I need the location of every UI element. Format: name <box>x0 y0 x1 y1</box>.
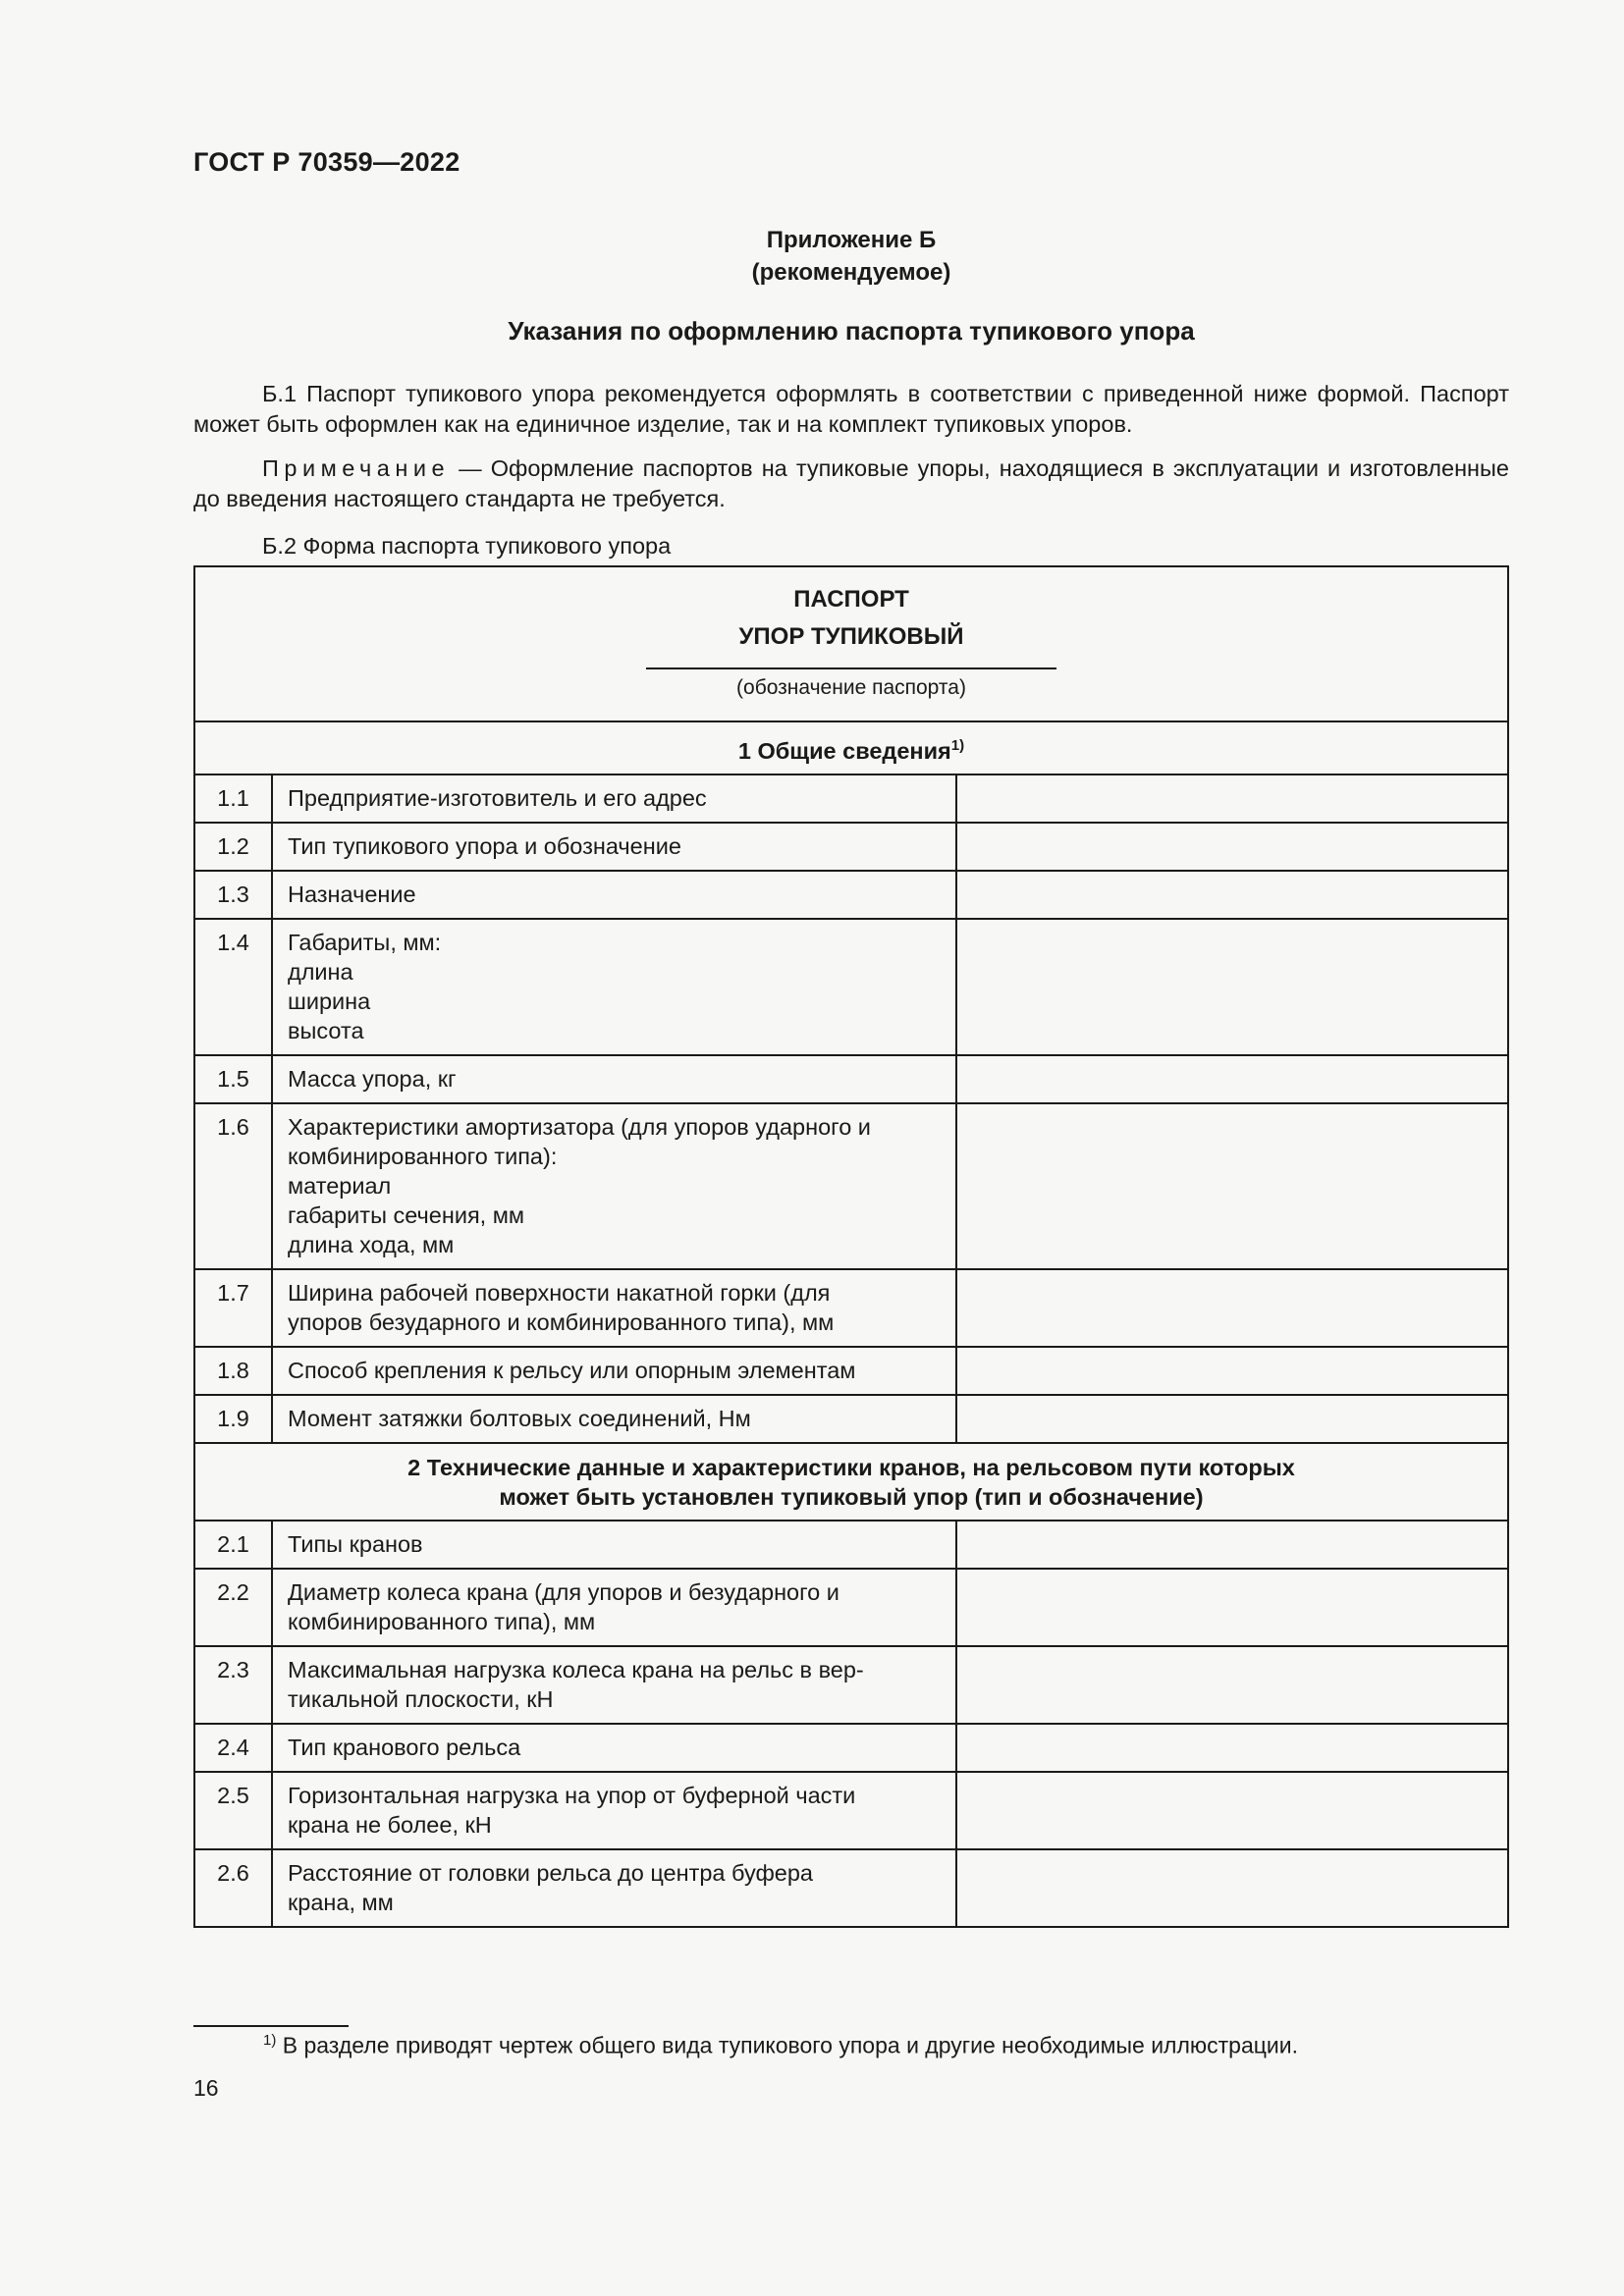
row-label-line: длина <box>288 958 353 985</box>
note-paragraph <box>193 454 1509 514</box>
row-label-line: Расстояние от головки рельса до центра буфера <box>288 1859 814 1886</box>
row-value-field[interactable] <box>956 919 1508 1055</box>
row-label-line: длина хода, мм <box>288 1231 455 1257</box>
row-label <box>272 1103 956 1269</box>
section1-title: 1 Общие сведения <box>737 737 951 764</box>
row-value-field[interactable] <box>956 1103 1508 1269</box>
row-label-line: высота <box>288 1017 364 1043</box>
form-row <box>194 823 1508 871</box>
row-label-line: Масса упора, кг <box>288 1065 457 1092</box>
row-label <box>272 1521 956 1569</box>
section2-header-cell <box>194 1443 1508 1521</box>
form-header-row <box>194 566 1508 721</box>
form-row <box>194 1569 1508 1646</box>
row-number: 1.8 <box>194 1347 272 1395</box>
appendix-heading <box>193 224 1509 289</box>
row-label-line: комбинированного типа): <box>288 1143 558 1169</box>
row-label <box>272 1269 956 1347</box>
row-label-line: Габариты, мм: <box>288 929 442 955</box>
section1-footnote-mark: 1) <box>950 737 965 754</box>
row-label <box>272 1347 956 1395</box>
row-value-field[interactable] <box>956 1646 1508 1724</box>
row-label-line: Тип кранового рельса <box>288 1734 521 1760</box>
passport-form-table <box>193 565 1509 1928</box>
row-number: 1.4 <box>194 919 272 1055</box>
row-label-line: Характеристики амортизатора (для упоров ударного и <box>288 1113 871 1140</box>
row-number: 1.7 <box>194 1269 272 1347</box>
form-row <box>194 774 1508 823</box>
row-label-line: крана не более, кН <box>288 1811 492 1838</box>
row-number: 1.1 <box>194 774 272 823</box>
row-label-line: Максимальная нагрузка колеса крана на рельс в вер- <box>288 1656 864 1682</box>
row-value-field[interactable] <box>956 1724 1508 1772</box>
section2-title-line1: 2 Технические данные и характеристики кранов, на рельсовом пути которых <box>407 1454 1295 1480</box>
row-label-line: габариты сечения, мм <box>288 1201 525 1228</box>
row-label <box>272 919 956 1055</box>
row-label <box>272 1395 956 1443</box>
form-row <box>194 1724 1508 1772</box>
row-value-field[interactable] <box>956 1269 1508 1347</box>
footnote-text: В разделе приводят чертеж общего вида тупикового упора и другие необходимые иллюстрации. <box>276 2032 1299 2058</box>
row-label <box>272 1724 956 1772</box>
row-label-line: Типы кранов <box>288 1530 423 1557</box>
row-value-field[interactable] <box>956 1569 1508 1646</box>
row-value-field[interactable] <box>956 1395 1508 1443</box>
row-number: 2.5 <box>194 1772 272 1849</box>
form-title: ПАСПОРТ <box>793 586 909 613</box>
row-value-field[interactable] <box>956 1849 1508 1927</box>
row-label-line: материал <box>288 1172 392 1199</box>
row-number: 2.2 <box>194 1569 272 1646</box>
row-label <box>272 871 956 919</box>
row-label <box>272 1646 956 1724</box>
form-row <box>194 1395 1508 1443</box>
designation-underline <box>646 667 1056 669</box>
paragraph-b2 <box>193 531 1509 561</box>
row-label <box>272 1772 956 1849</box>
form-row <box>194 1269 1508 1347</box>
section-title: Указания по оформлению паспорта тупикового упора <box>508 316 1195 346</box>
row-label-line: Горизонтальная нагрузка на упор от буферной части <box>288 1782 856 1808</box>
form-row <box>194 1646 1508 1724</box>
footnote-mark: 1) <box>263 2032 277 2049</box>
form-row <box>194 871 1508 919</box>
row-label-line: Способ крепления к рельсу или опорным элементам <box>288 1357 856 1383</box>
note-label: Примечание <box>262 455 451 481</box>
row-number: 1.5 <box>194 1055 272 1103</box>
form-row <box>194 1103 1508 1269</box>
row-number: 2.6 <box>194 1849 272 1927</box>
row-label-line: комбинированного типа), мм <box>288 1608 596 1634</box>
paragraph-b1 <box>193 379 1509 440</box>
row-label <box>272 823 956 871</box>
row-value-field[interactable] <box>956 1772 1508 1849</box>
row-value-field[interactable] <box>956 1347 1508 1395</box>
form-header-cell <box>194 566 1508 721</box>
form-row <box>194 1772 1508 1849</box>
row-label-line: Диаметр колеса крана (для упоров и безударного и <box>288 1578 839 1605</box>
standard-code: ГОСТ Р 70359—2022 <box>193 147 460 177</box>
row-label <box>272 1055 956 1103</box>
appendix-title: Приложение Б <box>766 227 937 253</box>
row-label-line: Тип тупикового упора и обозначение <box>288 832 681 859</box>
row-number: 1.3 <box>194 871 272 919</box>
form-row <box>194 1521 1508 1569</box>
row-label <box>272 1569 956 1646</box>
row-number: 1.2 <box>194 823 272 871</box>
footnote-separator <box>193 2025 349 2027</box>
row-label-line: Момент затяжки болтовых соединений, Нм <box>288 1405 751 1431</box>
appendix-status: (рекомендуемое) <box>751 259 951 286</box>
section1-header-row <box>194 721 1508 774</box>
row-label-line: Предприятие-изготовитель и его адрес <box>288 784 707 811</box>
section2-header-row <box>194 1443 1508 1521</box>
designation-caption: (обозначение паспорта) <box>736 676 966 699</box>
row-label-line: упоров безударного и комбинированного типа), мм <box>288 1308 835 1335</box>
row-number: 1.6 <box>194 1103 272 1269</box>
section1-header-cell <box>194 721 1508 774</box>
section2-title-line2: может быть установлен тупиковый упор (тип и обозначение) <box>499 1483 1204 1510</box>
row-value-field[interactable] <box>956 871 1508 919</box>
footnote <box>263 2032 1298 2059</box>
row-value-field[interactable] <box>956 1055 1508 1103</box>
row-number: 2.3 <box>194 1646 272 1724</box>
row-label-line: ширина <box>288 988 371 1014</box>
note-text: — Оформление паспортов на тупиковые упоры, находящиеся в эксплуатации и изготовленные до введения настоящего стандарта не требуется. <box>193 455 1509 511</box>
row-label-line: Ширина рабочей поверхности накатной горки (для <box>288 1279 831 1306</box>
form-row <box>194 919 1508 1055</box>
row-label <box>272 774 956 823</box>
form-row <box>194 1347 1508 1395</box>
row-label-line: тикальной плоскости, кН <box>288 1685 554 1712</box>
row-value-field[interactable] <box>956 1521 1508 1569</box>
form-row <box>194 1055 1508 1103</box>
row-number: 1.9 <box>194 1395 272 1443</box>
row-label-line: крана, мм <box>288 1889 394 1915</box>
form-row <box>194 1849 1508 1927</box>
form-subtitle: УПОР ТУПИКОВЫЙ <box>738 623 964 650</box>
paragraph-b1-text: Б.1 Паспорт тупикового упора рекомендуется оформлять в соответствии с приведенной ниже формой. Паспорт может быть оформлен как на единичное изделие, так и на комплект тупиковых упоров. <box>193 381 1509 437</box>
row-number: 2.1 <box>194 1521 272 1569</box>
row-label <box>272 1849 956 1927</box>
row-number: 2.4 <box>194 1724 272 1772</box>
row-value-field[interactable] <box>956 823 1508 871</box>
row-label-line: Назначение <box>288 881 416 907</box>
paragraph-b2-text: Б.2 Форма паспорта тупикового упора <box>262 533 672 559</box>
row-value-field[interactable] <box>956 774 1508 823</box>
page-number: 16 <box>193 2075 219 2101</box>
